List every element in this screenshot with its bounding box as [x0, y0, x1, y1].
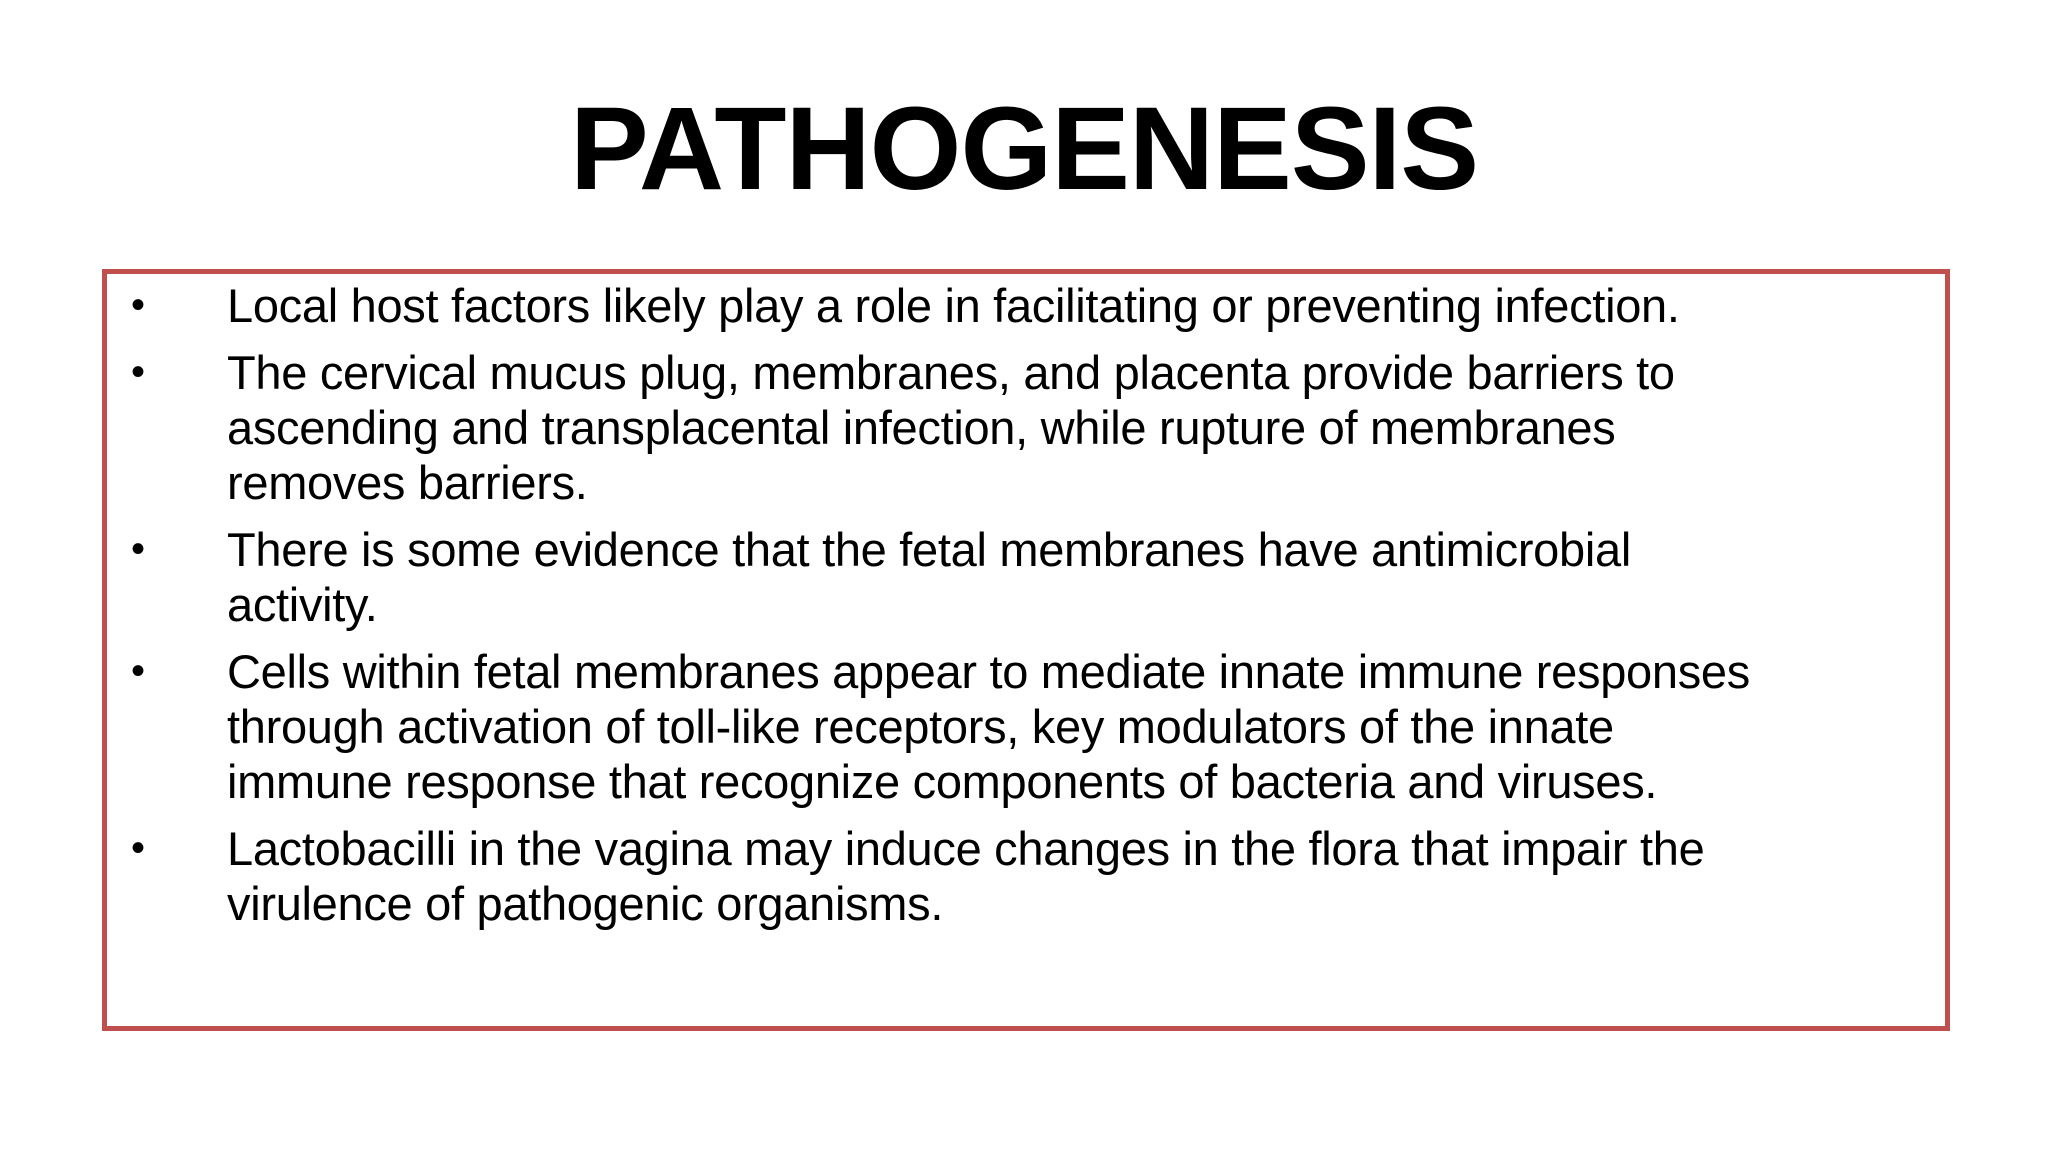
slide-title: PATHOGENESIS [569, 83, 1479, 215]
bullet-text [227, 345, 1947, 510]
content-box [102, 269, 1950, 1031]
bullet-line: Cells within fetal membranes appear to mediate innate immune responses [227, 645, 1750, 698]
bullet-text [227, 278, 1947, 333]
bullet-item [127, 644, 1947, 809]
bullet-line: ascending and transplacental infection, while rupture of membranes [227, 401, 1616, 454]
bullet-text [227, 644, 1947, 809]
bullet-line: removes barriers. [227, 456, 588, 509]
bullet-line: virulence of pathogenic organisms. [227, 877, 944, 930]
bullet-line: Lactobacilli in the vagina may induce changes in the flora that impair the [227, 822, 1705, 875]
bullet-text [227, 522, 1947, 632]
bullet-icon: • [131, 826, 145, 870]
bullet-line: The cervical mucus plug, membranes, and placenta provide barriers to [227, 346, 1675, 399]
bullet-item [127, 278, 1947, 333]
bullet-line: immune response that recognize components of bacteria and viruses. [227, 755, 1658, 808]
bullet-item [127, 522, 1947, 632]
bullet-icon: • [131, 527, 145, 571]
bullet-item [127, 821, 1947, 931]
bullet-item [127, 345, 1947, 510]
bullet-icon: • [131, 350, 145, 394]
bullet-line: through activation of toll-like receptors, key modulators of the innate [227, 700, 1614, 753]
bullet-list [127, 278, 1947, 943]
bullet-icon: • [131, 649, 145, 693]
bullet-line: Local host factors likely play a role in facilitating or preventing infection. [227, 279, 1680, 332]
bullet-line: There is some evidence that the fetal membranes have antimicrobial [227, 523, 1631, 576]
bullet-text [227, 821, 1947, 931]
bullet-line: activity. [227, 578, 378, 631]
bullet-icon: • [131, 283, 145, 327]
